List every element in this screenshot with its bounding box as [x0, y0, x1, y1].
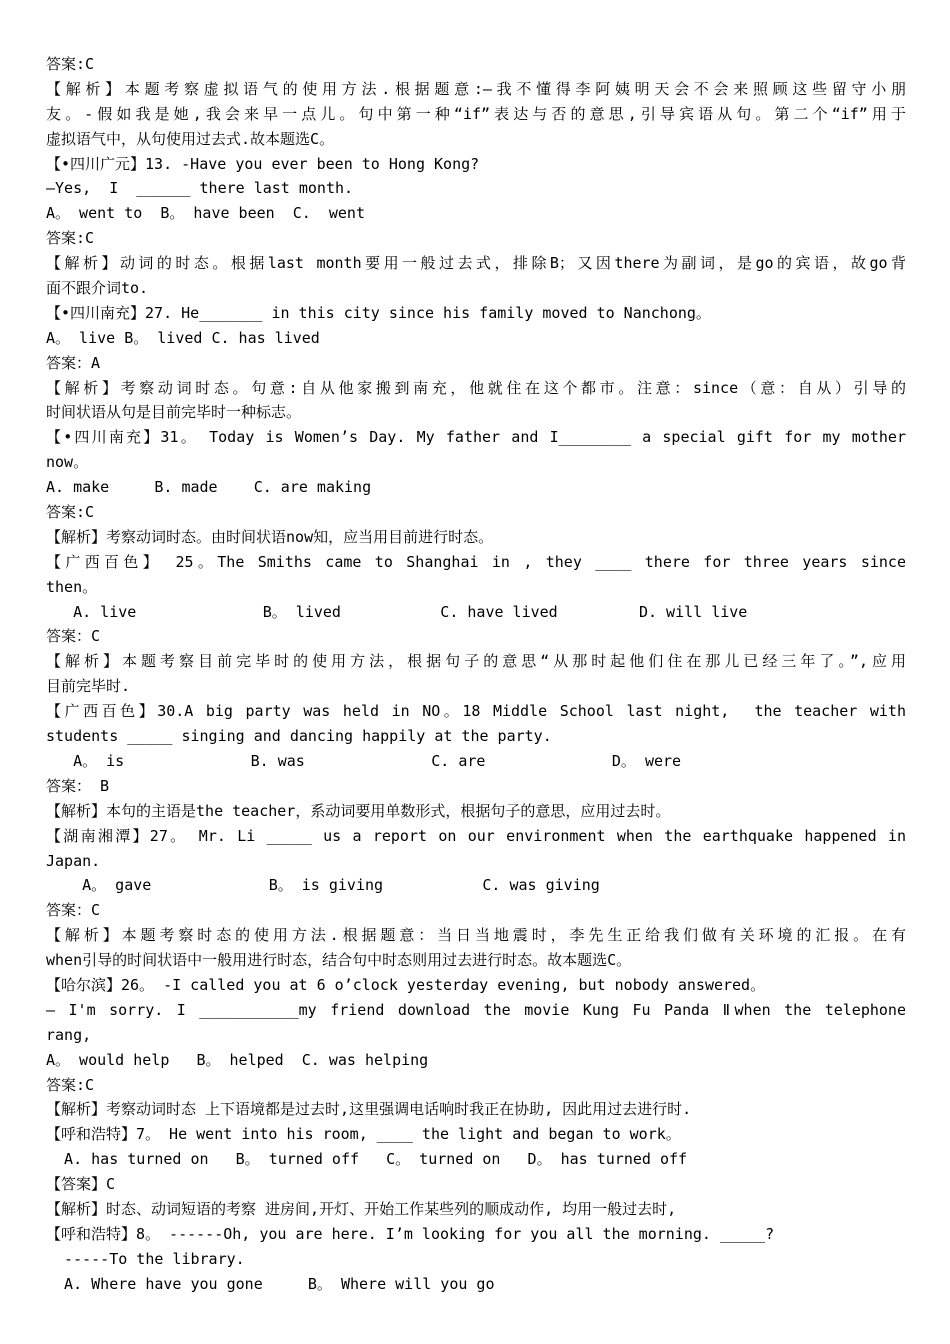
text-line: 【解析】本题考察时态的使用方法.根据题意：当日当地震时，李先生正给我们做有关环境的汇报。在有	[46, 926, 906, 945]
text-line: 【解析】时态、动词短语的考察 进房间,开灯、开始工作某些列的顺成动作, 均用一般过去时,	[46, 1199, 677, 1218]
text-line: 【•四川南充】27. He_______ in this city since his family moved to Nanchong。	[46, 303, 711, 322]
text-line: A。 is B. was C. are D。 were	[46, 751, 682, 770]
document-body	[46, 52, 906, 1297]
text-line: -----To the library.	[46, 1249, 245, 1268]
text-line: students _____ singing and dancing happily at the party.	[46, 727, 552, 746]
text-line: 答案:C	[46, 229, 95, 248]
text-line: A. Where have you gone B。 Where will you go	[46, 1274, 495, 1293]
text-line: 友。-假如我是她,我会来早一点儿。句中第一种“if”表达与否的意思,引导宾语从句。第二个“if”用于	[46, 104, 906, 123]
text-line: 虚拟语气中，从句使用过去式.故本题选C。	[46, 129, 335, 148]
text-line: 【解析】考察动词时态。句意:自从他家搬到南充，他就住在这个都市。注意：since（意：自从）引导的	[46, 378, 906, 397]
text-line: rang,	[46, 1025, 92, 1044]
text-line: A。 live B。 lived C. has lived	[46, 328, 320, 347]
text-line: now。	[46, 453, 89, 472]
text-line: —Yes, I ______ there last month.	[46, 179, 354, 198]
text-line: A. make B. made C. are making	[46, 478, 372, 497]
text-line: 【解析】本句的主语是the teacher，系动词要用单数形式，根据句子的意思，应用过去时。	[46, 801, 671, 820]
text-line: A。 gave B。 is giving C. was giving	[46, 876, 600, 895]
text-line: 【呼和浩特】8。 ------Oh, you are here. I’m looking for you all the morning. _____?	[46, 1224, 775, 1243]
text-line: 【解析】动词的时态。根据last month要用一般过去式，排除B；又因there为副词，是go的宾语，故go背	[46, 254, 906, 273]
text-line: then。	[46, 577, 98, 596]
text-line: A。 would help B。 helped C. was helping	[46, 1050, 429, 1069]
text-line: A. live B。 lived C. have lived D. will live	[46, 602, 748, 621]
text-line: 【广西百色】 25。The Smiths came to Shanghai in , they ____ there for three years since	[46, 552, 906, 571]
text-line: 答案：A	[46, 353, 101, 372]
text-line: when引导的时间状语中一般用进行时态，结合句中时态则用过去进行时态。故本题选C。	[46, 951, 632, 970]
text-line: — I'm sorry. I ___________my friend download the movie Kung Fu Panda Ⅱwhen the telephone	[46, 1000, 906, 1019]
text-line: 【答案】C	[46, 1175, 116, 1194]
text-line: 答案：C	[46, 627, 101, 646]
text-line: 【解析】考察动词时态 上下语境都是过去时,这里强调电话响时我正在协助, 因此用过去进行时.	[46, 1100, 692, 1119]
text-line: 答案:C	[46, 1075, 95, 1094]
text-line: 目前完毕时.	[46, 677, 131, 696]
text-line: Japan.	[46, 851, 101, 870]
text-line: 【哈尔滨】26。 -I called you at 6 o’clock yesterday evening, but nobody answered。	[46, 975, 766, 994]
text-line: 答案:C	[46, 55, 95, 73]
text-line: 答案:C	[46, 503, 95, 522]
text-line: 【解析】本题考察目前完毕时的使用方法，根据句子的意思“从那时起他们住在那儿已经三年了。”,应用	[46, 652, 906, 671]
text-line: 【•四川广元】13. -Have you ever been to Hong Kong?	[46, 154, 480, 173]
text-line: A. has turned on B。 turned off C。 turned on D。 has turned off	[46, 1150, 688, 1169]
text-line: 【湖南湘潭】27。 Mr. Li _____ us a report on our environment when the earthquake happened in	[46, 826, 906, 845]
text-line: 【解析】本题考察虚拟语气的使用方法.根据题意:—我不懂得李阿姨明天会不会来照顾这些留守小朋	[46, 79, 906, 98]
text-line: 【解析】考察动词时态。由时间状语now知，应当用目前进行时态。	[46, 527, 494, 546]
text-line: 【广西百色】30.A big party was held in NO。18 Middle School last night, the teacher with	[46, 702, 906, 721]
text-line: 时间状语从句是目前完毕时一种标志。	[46, 403, 302, 422]
text-line: A。 went to B。 have been C. went	[46, 204, 365, 223]
text-line: 【呼和浩特】7。 He went into his room, ____ the light and began to work。	[46, 1125, 681, 1144]
text-line: 答案： B	[46, 776, 110, 795]
text-line: 【•四川南充】31。 Today is Women’s Day. My father and I________ a special gift for my mother	[46, 428, 906, 447]
text-line: 面不跟介词to.	[46, 279, 149, 298]
text-line: 答案：C	[46, 901, 101, 920]
